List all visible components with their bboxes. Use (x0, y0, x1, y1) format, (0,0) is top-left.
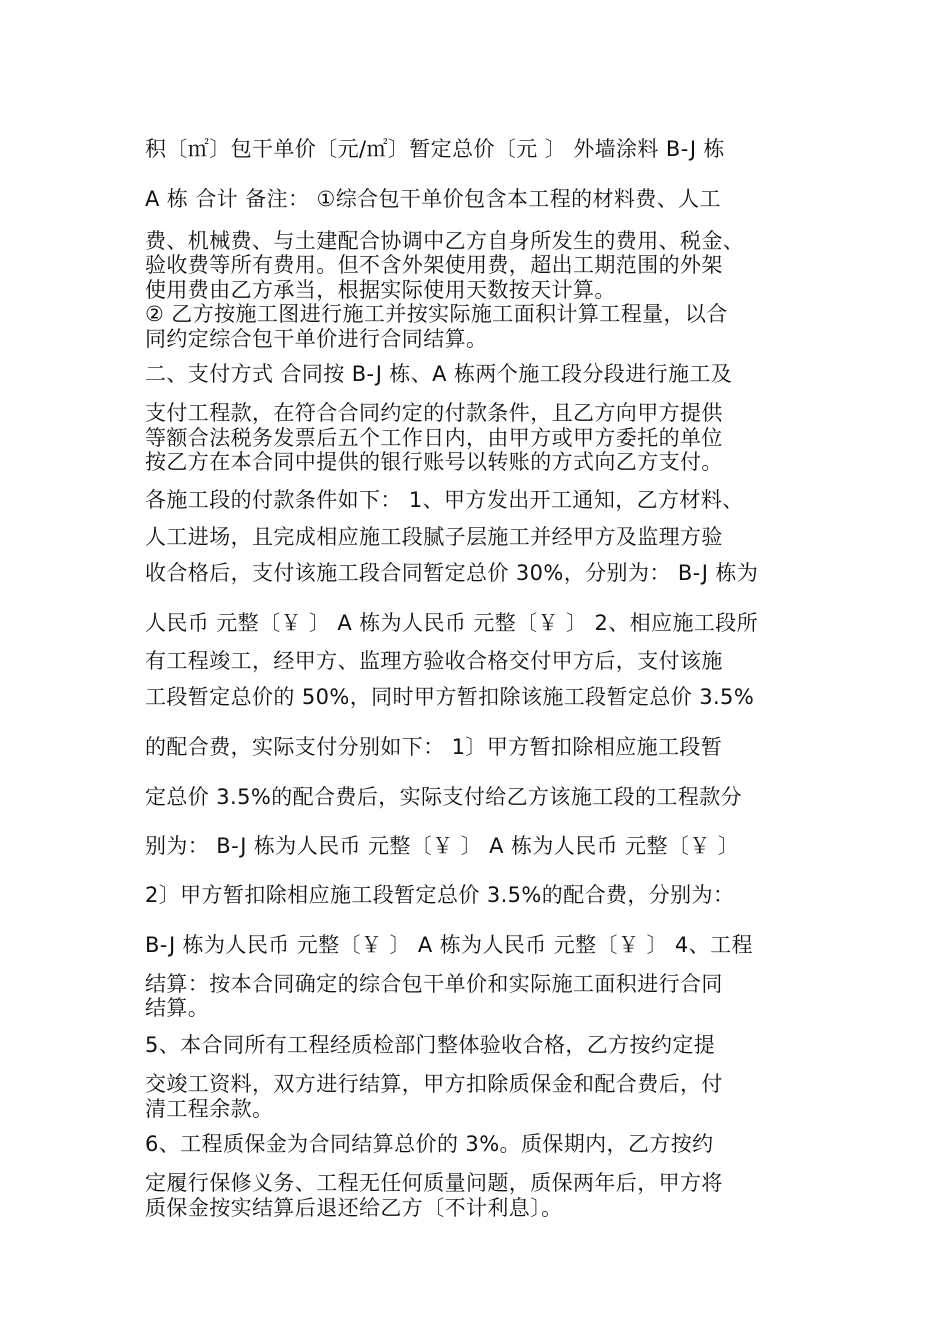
text-line: 2〕甲方暂扣除相应施工段暂定总价 3.5%的配合费，分别为： (145, 883, 735, 907)
text-line: A 栋 合计 备注： ①综合包干单价包含本工程的材料费、人工 (145, 187, 721, 211)
text-line: 人民币 元整〔￥ 〕 A 栋为人民币 元整〔￥ 〕 2、相应施工段所 (145, 611, 759, 635)
text-line: 6、工程质保金为合同结算总价的 3%。质保期内，乙方按约 (145, 1132, 714, 1156)
text-line: ② 乙方按施工图进行施工并按实际施工面积计算工程量，以合 (145, 302, 728, 326)
text-line: 人工进场，且完成相应施工段腻子层施工并经甲方及监理方验 (145, 525, 723, 549)
text-line: 二、支付方式 合同按 B-J 栋、A 栋两个施工段分段进行施工及 (145, 362, 733, 386)
text-line: B-J 栋为人民币 元整〔￥ 〕 A 栋为人民币 元整〔￥ 〕 4、工程 (145, 933, 753, 957)
text-line: 同约定综合包干单价进行合同结算。 (145, 327, 488, 351)
text-line: 清工程余款。 (145, 1097, 274, 1121)
text-line: 支付工程款，在符合合同约定的付款条件，且乙方向甲方提供 (145, 401, 723, 425)
text-line: 使用费由乙方承当，根据实际使用天数按天计算。 (145, 278, 616, 302)
text-line: 结算。 (145, 996, 210, 1020)
text-line: 定履行保修义务、工程无任何质量问题，质保两年后，甲方将 (145, 1171, 723, 1195)
text-line: 验收费等所有费用。但不含外架使用费，超出工期范围的外架 (145, 253, 723, 277)
text-line: 各施工段的付款条件如下： 1、甲方发出开工通知，乙方材料、 (145, 488, 744, 512)
text-line: 5、本合同所有工程经质检部门整体验收合格，乙方按约定提 (145, 1033, 716, 1057)
text-line: 定总价 3.5%的配合费后，实际支付给乙方该施工段的工程款分 (145, 785, 743, 809)
text-line: 工段暂定总价的 50%，同时甲方暂扣除该施工段暂定总价 3.5% (145, 685, 755, 709)
text-line: 质保金按实结算后退还给乙方〔不计利息〕。 (145, 1196, 563, 1220)
text-line: 等额合法税务发票后五个工作日内，由甲方或甲方委托的单位 (145, 426, 723, 450)
text-line: 结算：按本合同确定的综合包干单价和实际施工面积进行合同 (145, 972, 723, 996)
text-line: 有工程竣工，经甲方、监理方验收合格交付甲方后，支付该施 (145, 649, 723, 673)
text-line: 费、机械费、与土建配合协调中乙方自身所发生的费用、税金、 (145, 229, 745, 253)
text-line: 别为： B-J 栋为人民币 元整〔￥ 〕 A 栋为人民币 元整〔￥ 〕 (145, 834, 740, 858)
text-line: 按乙方在本合同中提供的银行账号以转账的方式向乙方支付。 (145, 450, 723, 474)
text-line: 积〔㎡〕包干单价〔元/㎡〕暂定总价〔元 〕 外墙涂料 B-J 栋 (145, 137, 725, 161)
text-line: 收合格后，支付该施工段合同暂定总价 30%，分别为： B-J 栋为 (145, 561, 759, 585)
text-line: 的配合费，实际支付分别如下： 1〕甲方暂扣除相应施工段暂 (145, 735, 723, 759)
text-line: 交竣工资料，双方进行结算，甲方扣除质保金和配合费后，付 (145, 1072, 723, 1096)
